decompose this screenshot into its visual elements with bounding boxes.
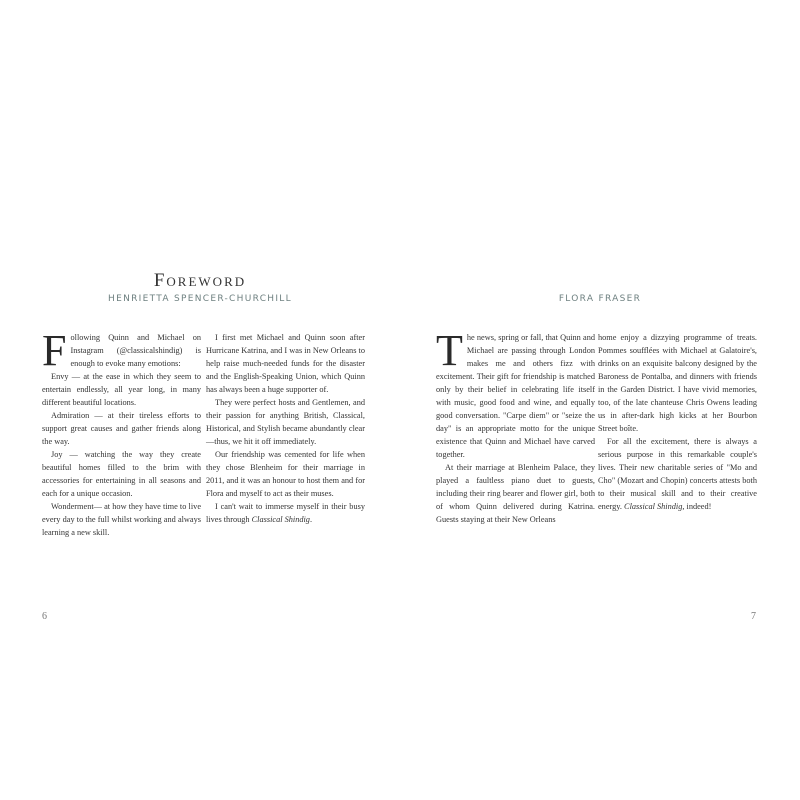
paragraph: Joy — watching the way they create beautiful homes filled to the brim with accessories for entertaining in all seasons and each for a unique occasion. <box>42 450 201 498</box>
text-column <box>598 331 757 513</box>
paragraph: Following Quinn and Michael on Instagram (@classicalshindig) is enough to evoke many emotions: <box>42 326 201 375</box>
paragraph: For all the excitement, there is always a serious purpose in this remarkable couple's lives. Their new charitable series of "Mo and Cho" (Mozart and Chopin) concerts attests both to their musical skill and to their creative energy. Classical Shindig, indeed! <box>598 437 757 511</box>
paragraph: Wonderment— at how they have time to live every day to the full whilst working and always learning a new skill. <box>42 502 201 537</box>
paragraph: At their marriage at Blenheim Palace, they played a faultless piano duet to guests, including their ring bearer and flower girl, both of whom Quinn delivered during Katrina. Guests staying at their New Orleans <box>436 463 595 524</box>
paragraph: Our friendship was cemented for life when they chose Blenheim for their marriage in 2011, and it was an honour to host them and for Flora and myself to act as their muses. <box>206 450 365 498</box>
drop-cap: T <box>436 326 463 375</box>
paragraph: I can't wait to immerse myself in their busy lives through Classical Shindig. <box>206 502 365 524</box>
book-title: Classical Shindig <box>251 515 310 524</box>
author-name: HENRIETTA SPENCER-CHURCHILL <box>108 294 292 304</box>
text-column <box>42 326 201 539</box>
paragraph: Admiration — at their tireless efforts to support great causes and gather friends along the way. <box>42 411 201 446</box>
page-number: 7 <box>751 611 756 622</box>
paragraph: The news, spring or fall, that Quinn and Michael are passing through London makes me and others fizz with excitement. Their gift for friendship is matched only by their belief in celebrating life itself with music, good food and wine, and equally good conversation. "Carpe diem" or "seize the day" is an appropriate motto for the unique existence that Quinn and Michael have carved together. <box>436 326 595 459</box>
author-name: FLORA FRASER <box>558 294 642 304</box>
paragraph: They were perfect hosts and Gentlemen, and their passion for anything British, Classical, Historical, and Stylish became abundantly clear—thus, we hit it off immediately. <box>206 398 365 446</box>
paragraph: home enjoy a dizzying programme of treats. Pommes soufflées with Michael at Galatoire's, drinks on an exquisite balcony designed by the Baroness de Pontalba, and dinners with friends in the Garden District. I have vivid memories, too, of the late chanteuse Chris Owens leading us in after-dark high kicks at her Bourbon Street boîte. <box>598 333 757 433</box>
right-page <box>400 0 800 800</box>
paragraph: I first met Michael and Quinn soon after Hurricane Katrina, and I was in New Orleans to help raise much-needed funds for the disaster and the English-Speaking Union, which Quinn has always been a huge supporter of. <box>206 333 365 394</box>
text-column <box>206 331 365 526</box>
page-number: 6 <box>42 611 47 622</box>
text-column <box>436 326 595 526</box>
drop-cap: F <box>42 326 67 375</box>
paragraph: Envy — at the ease in which they seem to entertain endlessly, all year long, in many different beautiful locations. <box>42 372 201 407</box>
book-title: Classical Shindig <box>624 502 683 511</box>
page-title: Foreword <box>153 270 247 291</box>
